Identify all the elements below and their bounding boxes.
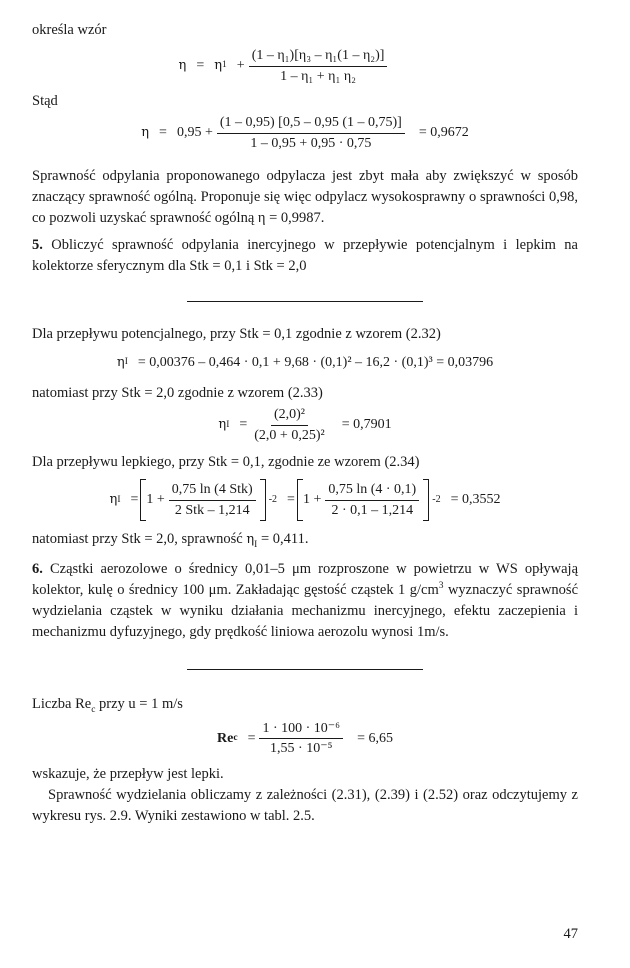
bracket-substituted: 1 + $\frac{0,75 \ln (4 \cdot 0,1)}{2 \cdot 0,1 - 1,214}$	[297, 479, 429, 521]
equation-viscous-stk01: η I = 1 + $\frac{\text{0,75 ln (4 Stk)}}{\text{2 Stk – 1,214}}$ -2 = 1 + $\frac{0,75 \ln (4 \cdot 0,1)}{2 \cdot 0,1 - 1,214}$ -2 = 0,3552	[32, 479, 578, 521]
bracket-general: 1 + $\frac{\text{0,75 ln (4 Stk)}}{\text{2 Stk – 1,214}}$	[140, 479, 265, 521]
equation-reynolds: Re c = $\frac{\text{1 · 100 · 10⁻⁶}}{\text{1,55 · 10⁻⁵}}$ = 6,65	[217, 720, 393, 757]
text-stad: Stąd	[32, 93, 58, 110]
text-viscous-flow: Dla przepływu lepkiego, przy Stk = 0,1, zgodnie ze wzorem (2.34)	[32, 454, 420, 471]
paragraph-results: Sprawność wydzielania obliczamy z zależności (2.31), (2.39) i (2.52) oraz odczytujemy z wykresu rys. 2.9. Wyniki zestawiono w tabl. 2.5.	[32, 786, 578, 824]
text-viscous-stk2: natomiast przy Stk = 2,0, sprawność $\eta_I = 0,411$.	[32, 531, 309, 551]
text-viscous-conclusion: wskazuje, że przepływ jest lepki.	[32, 765, 224, 782]
separator-rule-2	[187, 669, 423, 670]
fraction-eq2: $\frac{(1 - 0,95) [0,5 - 0,95 (1 - 0,75)]}{1 - 0,95 + 0,95 \cdot 0,75}$	[217, 114, 405, 152]
equation-efficiency-formula: η = η 1 + $\frac{\text{(1 – η₁)[η₃ – η₁(1 – η₂)]}}{\text{1 – η₁ + η₁ η₂}}$	[0, 47, 578, 85]
text-okresla-wzor: określa wzór	[32, 22, 107, 38]
fraction-reynolds: $\frac{\text{1 · 100 · 10⁻⁶}}{\text{1,55 · 10⁻⁵}}$	[259, 720, 343, 758]
page-content	[32, 20, 578, 827]
equation-potential-stk01: η I = 0,00376 – 0,464 · 0,1 + 9,68 · (0,1)² – 16,2 · (0,1)³ = 0,03796	[116, 354, 494, 371]
exercise-5: 5. Obliczyć sprawność odpylania inercyjnego w przepływie potencjalnym i lepkim na kolektorze sferycznym dla Stk = 0,1 i Stk = 2,0	[32, 237, 578, 275]
fraction-eq4: $\frac{\text{(2,0)²}}{\text{(2,0 + 0,25)²}}$	[254, 407, 325, 443]
text-potential-flow: Dla przepływu potencjalnego, przy Stk = 0,1 zgodnie z wzorem (2.32)	[32, 326, 441, 343]
fraction-eq1: $\frac{\text{(1 – η₁)[η₃ – η₁(1 – η₂)]}}{\text{1 – η₁ + η₁ η₂}}$	[249, 47, 388, 85]
equation-potential-stk2: η I = $\frac{\text{(2,0)²}}{\text{(2,0 + 0,25)²}}$ = 0,7901	[218, 407, 392, 443]
page-number: 47	[563, 926, 578, 942]
text-potential-stk2: natomiast przy Stk = 2,0 zgodnie z wzorem (2.33)	[32, 385, 323, 402]
separator-rule	[187, 301, 423, 302]
paragraph-sprawnosc: Sprawność odpylania proponowanego odpylacza jest zbyt mała aby zwiększyć w sposób znaczący sprawność ogólną. Proponuje się więc odpylacz wysokosprawny o sprawności 0,98, co pozwoli uzyskać sprawność ogólną η = 0,9987.	[32, 168, 578, 227]
exercise-6: 6. Cząstki aerozolowe o średnicy 0,01–5 μm rozproszone w powietrzu w WS opływają kolektor, kulę o średnicy 100 μm. Zakładając gęstość cząstek 1 $g/cm^3$ wyznaczyć sprawność wydzielania cząstek w wyniku działania mechanizmu inercyjnego, efektu zaczepienia i mechanizmu dyfuzyjnego, gdy prędkość liniowa aerozolu wynosi 1m/s.	[32, 561, 579, 641]
equation-efficiency-value: η = 0,95 + $\frac{(1 - 0,95) [0,5 - 0,95 (1 - 0,75)]}{1 - 0,95 + 0,95 \cdot 0,75}$ = 0,9672	[141, 115, 469, 151]
text-reynolds-intro: Liczba $Re_c$ przy u = 1 m/s	[32, 696, 183, 716]
